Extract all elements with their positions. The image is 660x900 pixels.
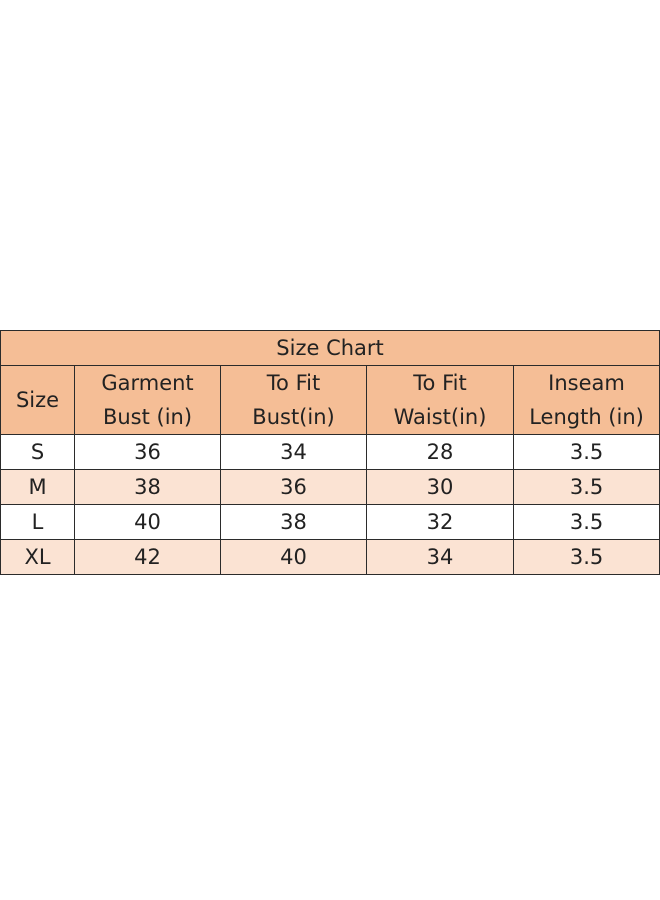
- header-inseam-length-line2: Length (in): [529, 405, 644, 429]
- header-fit-waist-line1: To Fit: [413, 371, 467, 395]
- header-size: [1, 366, 75, 435]
- fit-bust-cell: 36: [221, 470, 367, 505]
- size-chart-table: [0, 330, 660, 575]
- garment-bust-cell: 40: [75, 505, 221, 540]
- fit-waist-cell: 34: [367, 540, 514, 575]
- fit-waist-cell: 28: [367, 435, 514, 470]
- table-title: Size Chart: [1, 331, 660, 366]
- fit-waist-cell: 32: [367, 505, 514, 540]
- size-cell: M: [1, 470, 75, 505]
- header-garment-bust-line1: Garment: [101, 371, 194, 395]
- header-size-label: Size: [15, 388, 60, 412]
- size-cell: L: [1, 505, 75, 540]
- header-inseam-length-line1: Inseam: [548, 371, 625, 395]
- garment-bust-cell: 38: [75, 470, 221, 505]
- table-row: [1, 540, 660, 575]
- inseam-length-cell: 3.5: [514, 435, 660, 470]
- title-row: [1, 331, 660, 366]
- fit-bust-cell: 38: [221, 505, 367, 540]
- table-row: [1, 435, 660, 470]
- inseam-length-cell: 3.5: [514, 540, 660, 575]
- header-garment-bust-line2: Bust (in): [102, 405, 193, 429]
- header-inseam-length: [514, 366, 660, 435]
- header-fit-bust-line1: To Fit: [266, 371, 321, 395]
- header-garment-bust: [75, 366, 221, 435]
- header-fit-bust: [221, 366, 367, 435]
- garment-bust-cell: 42: [75, 540, 221, 575]
- size-cell: S: [1, 435, 75, 470]
- inseam-length-cell: 3.5: [514, 470, 660, 505]
- fit-bust-cell: 34: [221, 435, 367, 470]
- size-chart: [0, 330, 659, 575]
- fit-bust-cell: 40: [221, 540, 367, 575]
- header-fit-waist: [367, 366, 514, 435]
- header-fit-waist-line2: Waist(in): [393, 405, 487, 429]
- table-row: [1, 505, 660, 540]
- header-fit-bust-line2: Bust(in): [252, 405, 335, 429]
- inseam-length-cell: 3.5: [514, 505, 660, 540]
- table-row: [1, 470, 660, 505]
- fit-waist-cell: 30: [367, 470, 514, 505]
- size-cell: XL: [1, 540, 75, 575]
- garment-bust-cell: 36: [75, 435, 221, 470]
- header-row: [1, 366, 660, 435]
